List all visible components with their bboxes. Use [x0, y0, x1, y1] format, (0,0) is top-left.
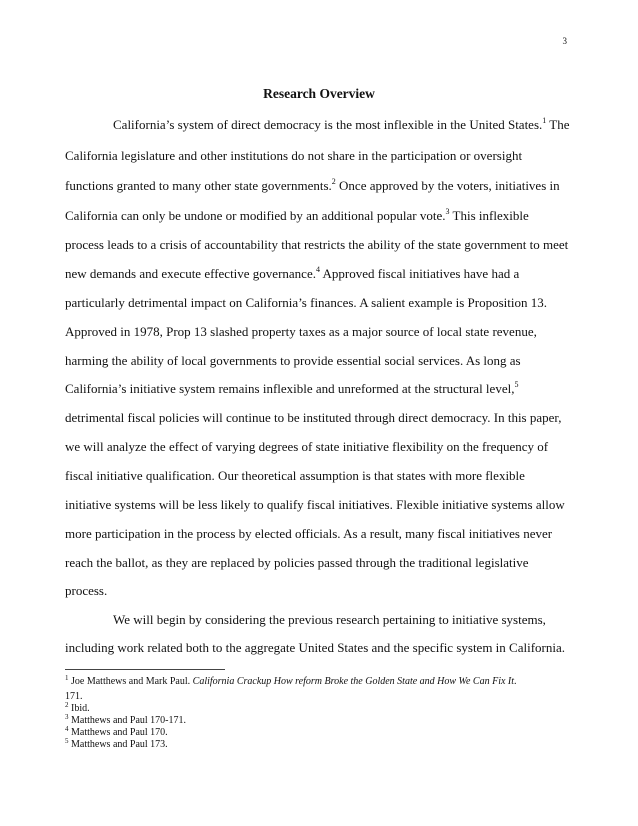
footnote-3: $^3$ Matthews and Paul 170-171. [65, 713, 186, 726]
footnote-5: $^5$ Matthews and Paul 173. [65, 737, 168, 750]
footnote-separator [65, 669, 225, 670]
body-line: we will analyze the effect of varying degrees of state initiative flexibility on the frequency of [65, 439, 549, 454]
body-line: reach the ballot, as they are replaced by policies passed through the traditional legislative [65, 555, 529, 570]
body-line: California legislature and other institutions do not share in the participation or oversight [65, 148, 523, 163]
body-line: including work related both to the aggregate United States and the specific system in California. [65, 640, 565, 655]
footnote-1-continued: 171. [65, 691, 83, 702]
footnote-marker: 1 [542, 116, 547, 125]
footnote-marker: 3 [445, 207, 450, 216]
body-line: detrimental fiscal policies will continue to be instituted through direct democracy. In this paper, [65, 410, 562, 425]
footnote-marker: 4 [315, 265, 320, 274]
footnote-1: $^1$ Joe Matthews and Mark Paul. California Crackup How reform Broke the Golden State and How We Can Fix It. [65, 674, 517, 687]
body-line: California’s initiative system remains inflexible and unreformed at the structural level,$^5$ [65, 380, 519, 396]
page-number: 3 [562, 36, 567, 46]
body-line: more participation in the process by elected officials. As a result, many fiscal initiatives never [65, 526, 553, 541]
body-line: process leads to a crisis of accountability that restricts the ability of the state government to meet [65, 237, 569, 252]
footnote-2: $^2$ Ibid. [65, 701, 90, 714]
footnote-marker: 2 [331, 177, 336, 186]
body-line: initiative systems will be less likely to qualify fiscal initiatives. Flexible initiative systems allow [65, 497, 565, 512]
body-line: California’s system of direct democracy is the most inflexible in the United States.$^1$ The [113, 116, 570, 132]
body-line: new demands and execute effective governance.$^4$ Approved fiscal initiatives have had a [65, 265, 520, 281]
body-line: California can only be undone or modified by an additional popular vote.$^3$ This inflexible [65, 207, 529, 223]
body-line: Approved in 1978, Prop 13 slashed property taxes as a major source of local state revenue, [65, 324, 537, 339]
body-line: We will begin by considering the previous research pertaining to initiative systems, [113, 612, 546, 627]
section-title: Research Overview [263, 86, 375, 101]
body-line: harming the ability of local governments to provide essential social services. As long as [65, 353, 521, 368]
body-line: fiscal initiative qualification. Our theoretical assumption is that states with more flexible [65, 468, 525, 483]
body-line: functions granted to many other state governments.$^2$ Once approved by the voters, initiatives in [65, 177, 560, 193]
body-line: process. [65, 583, 108, 598]
footnote-marker: 5 [514, 380, 519, 389]
footnote-4: $^4$ Matthews and Paul 170. [65, 725, 168, 738]
body-line: particularly detrimental impact on California’s finances. A salient example is Proposition 13. [65, 295, 547, 310]
